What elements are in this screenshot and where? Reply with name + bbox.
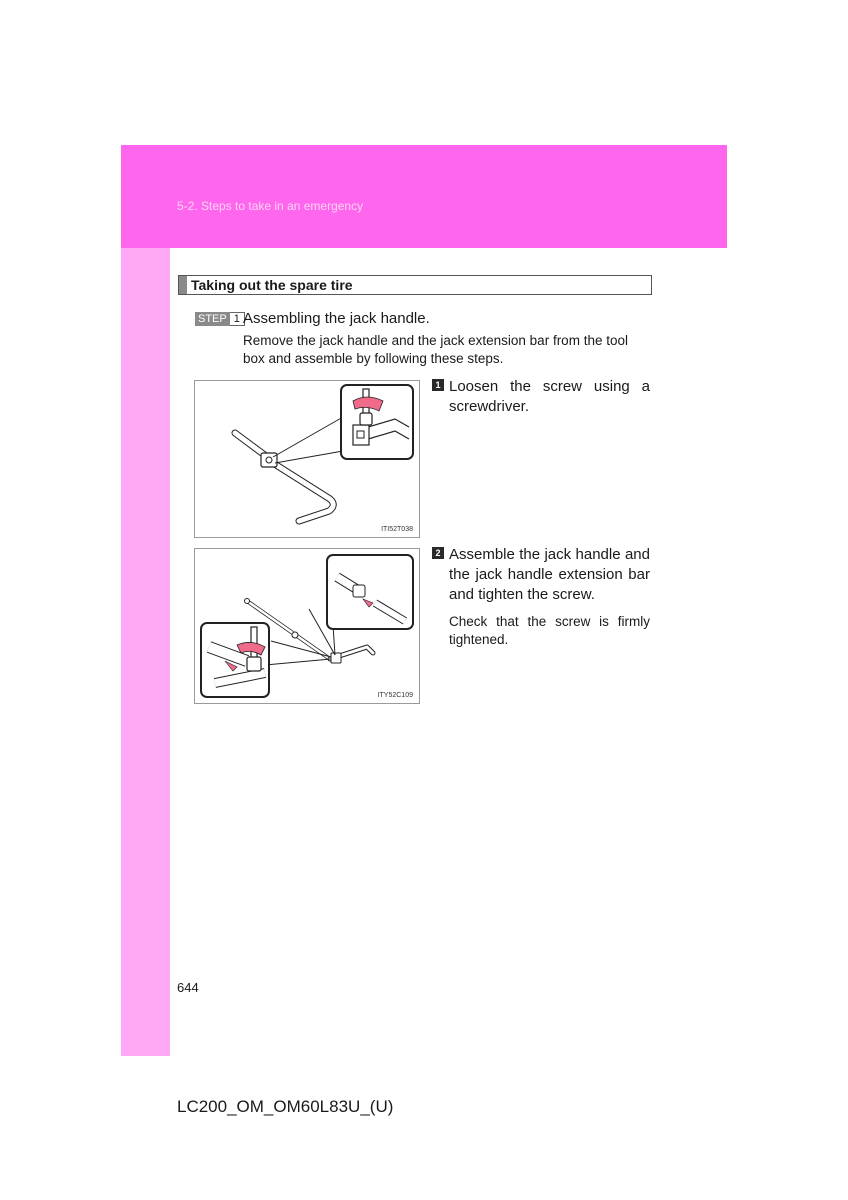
document-code: LC200_OM_OM60L83U_(U) [177, 1097, 394, 1116]
section-label: 5-2. Steps to take in an emergency [177, 199, 364, 213]
figure-code: ITY52C109 [377, 692, 413, 699]
instruction-text: Assemble the jack handle and the jack handle extension bar and tighten the screw. [449, 546, 650, 603]
step-description: Remove the jack handle and the jack extension bar from the tool box and assemble by following these steps. [243, 333, 628, 366]
figure-code: ITI52T038 [381, 526, 413, 533]
jack-handle-illustration [195, 381, 419, 537]
instruction-text: Loosen the screw using a screwdriver. [449, 378, 650, 415]
step-title: Assembling the jack handle. [243, 310, 430, 327]
side-strip [121, 248, 170, 1056]
number-1-icon: 1 [432, 379, 444, 391]
step-word: STEP [195, 312, 230, 326]
step-number: 1 [230, 312, 245, 326]
jack-extension-illustration [195, 549, 419, 703]
page-number: 644 [177, 980, 199, 995]
number-2-icon: 2 [432, 547, 444, 559]
figure-assemble-handle [194, 548, 420, 704]
step-badge [195, 312, 245, 326]
heading-title: Taking out the spare tire [191, 277, 353, 293]
heading-marker [179, 276, 187, 294]
section-heading [178, 275, 652, 295]
figure-loosen-screw [194, 380, 420, 538]
instruction-note: Check that the screw is firmly tightened. [449, 614, 650, 647]
header-band [121, 145, 727, 248]
